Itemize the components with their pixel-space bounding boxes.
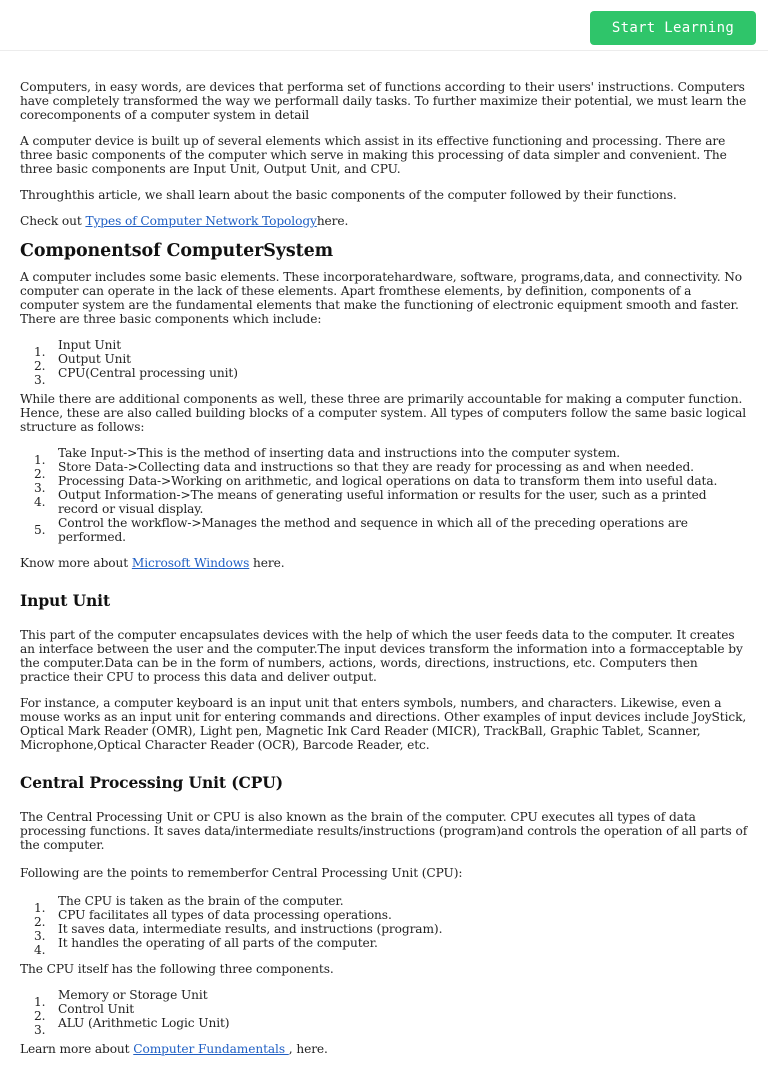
list-item: 1. Take Input->This is the method of inserting data and instructions into the computer system. — [34, 446, 621, 467]
intro-paragraph: A computer device is built up of several elements which assist in its effective functioning and processing. There are three basic components of the computer which serve in making this processing of data simpler and convenient. The three basic components are Input Unit, Output Unit, and CPU. — [20, 134, 727, 176]
start-learning-button[interactable]: Start Learning — [590, 11, 756, 45]
know-more-line: Know more about Microsoft Windows here. — [20, 556, 285, 570]
cpu-paragraph: The CPU itself has the following three components. — [20, 962, 334, 976]
computer-fundamentals-link[interactable]: Computer Fundamentals — [133, 1042, 289, 1056]
list-item: 1. The CPU is taken as the brain of the computer. — [34, 894, 344, 915]
section-heading-components: Componentsof ComputerSystem — [20, 241, 334, 261]
logical-structure-list — [20, 446, 748, 544]
check-out-line: Check out Types of Computer Network Topologyhere. — [20, 214, 349, 228]
list-item: 2. Store Data->Collecting data and instructions so that they are ready for processing as and when needed. — [34, 460, 694, 481]
input-unit-paragraph: For instance, a computer keyboard is an input unit that enters symbols, numbers, and characters. Likewise, even a mouse works as an input unit for entering commands and directions. Other examples of input devices include JoyStick, Optical Mark Reader (OMR), Light pen, Magnetic Ink Card Reader (MICR), TrackBall, Graphic Tablet, Scanner, Microphone,Optical Character Reader (OCR), Barcode Reader, etc. — [20, 696, 747, 752]
components-paragraph: While there are additional components as well, these three are primarily accountable for making a computer function. Hence, these are also called building blocks of a computer system. All types of computers follow the same basic logical structure as follows: — [20, 392, 747, 434]
list-item: 1. Memory or Storage Unit — [34, 988, 208, 1009]
list-item: 4. It handles the operating of all parts of the computer. — [34, 936, 378, 957]
learn-more-line: Learn more about Computer Fundamentals , here. — [20, 1042, 328, 1056]
article-content — [20, 80, 748, 1068]
list-item: 4. Output Information->The means of generating useful information or results for the user, such as a printed record or visual display. — [34, 488, 707, 516]
list-item: 2. Output Unit — [34, 352, 131, 373]
list-item: 5. Control the workflow->Manages the method and sequence in which all of the preceding operations are performed. — [34, 516, 688, 544]
list-item: 3. It saves data, intermediate results, and instructions (program). — [34, 922, 443, 943]
intro-paragraph: Throughthis article, we shall learn about the basic components of the computer followed by their functions. — [20, 188, 677, 202]
list-item: 2. CPU facilitates all types of data processing operations. — [34, 908, 392, 929]
section-heading-cpu: Central Processing Unit (CPU) — [20, 773, 283, 792]
components-list — [20, 338, 748, 387]
cpu-points-list — [20, 894, 748, 957]
microsoft-windows-link[interactable]: Microsoft Windows — [131, 556, 250, 570]
list-item: 1. Input Unit — [34, 338, 122, 359]
cpu-paragraph: The Central Processing Unit or CPU is also known as the brain of the computer. CPU executes all types of data processing functions. It saves data/intermediate results/instructions (program)and controls the operation of all parts of the computer. — [20, 810, 748, 852]
cpu-paragraph: Following are the points to rememberfor Central Processing Unit (CPU): — [20, 866, 463, 880]
list-item: 3. Processing Data->Working on arithmetic, and logical operations on data to transform them into useful data. — [34, 474, 718, 495]
input-unit-paragraph: This part of the computer encapsulates devices with the help of which the user feeds data to the computer. It creates an interface between the user and the computer.The input devices transform the information into a formacceptable by the computer.Data can be in the form of numbers, actions, words, directions, instructions, etc. Computers then practice their CPU to process this data and deliver output. — [20, 628, 743, 684]
top-bar — [0, 0, 768, 51]
section-heading-input-unit: Input Unit — [20, 591, 111, 610]
list-item: 3. ALU (Arithmetic Logic Unit) — [34, 1016, 230, 1037]
components-paragraph: A computer includes some basic elements. These incorporatehardware, software, programs,data, and connectivity. No computer can operate in the lack of these elements. Apart fromthese elements, by definition, components of a computer system are the fundamental elements that make the functioning of electronic equipment smooth and faster. There are three basic components which include: — [20, 270, 743, 326]
list-item: 2. Control Unit — [34, 1002, 135, 1023]
network-topology-link[interactable]: Types of Computer Network Topology — [85, 214, 317, 228]
list-item: 3. CPU(Central processing unit) — [34, 366, 238, 387]
intro-paragraph: Computers, in easy words, are devices that performa set of functions according to their users' instructions. Computers have completely transformed the way we performall daily tasks. To further maximize their potential, we must learn the corecomponents of a computer system in detail — [20, 80, 747, 122]
